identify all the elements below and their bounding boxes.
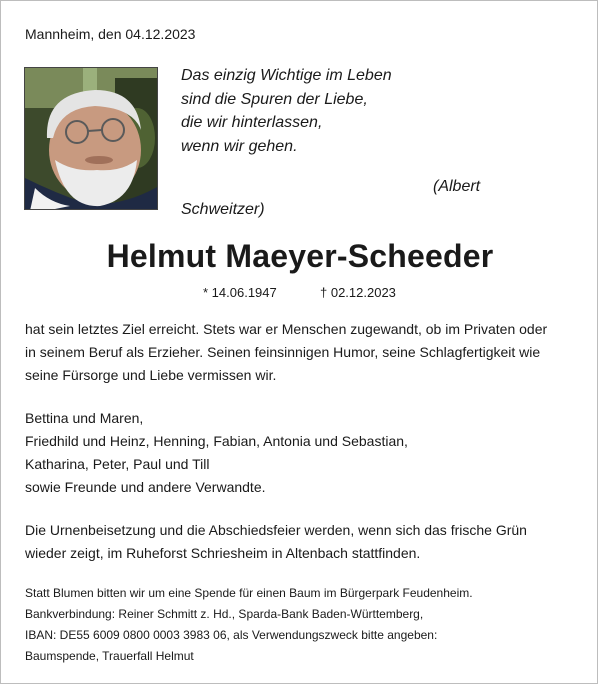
portrait-illustration — [25, 68, 158, 210]
mourner-line: sowie Freunde und andere Verwandte. — [25, 479, 266, 495]
tribute-line: in seinem Beruf als Erzieher. Seinen feinsinnigen Humor, seine Schlagfertigkeit wie — [25, 344, 541, 360]
birth-date: * 14.06.1947 — [203, 285, 277, 300]
mourner-line: Katharina, Peter, Paul und Till — [25, 456, 210, 472]
note-line: Baumspende, Trauerfall Helmut — [25, 649, 194, 663]
mourner-line: Bettina und Maren, — [25, 410, 144, 426]
quote-line: die wir hinterlassen, — [181, 114, 323, 131]
donation-note — [25, 583, 473, 667]
death-date: † 02.12.2023 — [320, 285, 396, 300]
tribute-line: seine Fürsorge und Liebe vermissen wir. — [25, 367, 277, 383]
note-line: IBAN: DE55 6009 0800 0003 3983 06, als Verwendungszweck bitte angeben: — [25, 628, 438, 642]
mourner-line: Friedhild und Heinz, Henning, Fabian, Antonia und Sebastian, — [25, 433, 408, 449]
deceased-name: Helmut Maeyer-Scheeder — [106, 238, 494, 274]
location-date: Mannheim, den 04.12.2023 — [25, 26, 196, 42]
quote-line: sind die Spuren der Liebe, — [181, 90, 368, 108]
portrait-photo — [24, 67, 158, 210]
mourners-list — [25, 407, 585, 499]
quote-author-second: Schweitzer) — [181, 201, 265, 218]
ceremony-line: Die Urnenbeisetzung und die Abschiedsfeier werden, wenn sich das frische Grün — [25, 522, 527, 538]
note-line: Statt Blumen bitten wir um eine Spende für einen Baum im Bürgerpark Feudenheim. — [25, 586, 473, 600]
ceremony-paragraph — [25, 519, 585, 565]
tribute-paragraph — [25, 318, 585, 387]
ceremony-line: wieder zeigt, im Ruheforst Schriesheim in Altenbach stattfinden. — [25, 545, 421, 561]
epigraph-quote — [181, 64, 481, 218]
note-line: Bankverbindung: Reiner Schmitt z. Hd., Sparda-Bank Baden-Württemberg, — [25, 607, 424, 621]
quote-author-first: (Albert — [433, 178, 481, 195]
tribute-line: hat sein letztes Ziel erreicht. Stets war er Menschen zugewandt, ob im Privaten oder — [25, 321, 548, 337]
quote-line: Das einzig Wichtige im Leben — [181, 67, 392, 84]
quote-line: wenn wir gehen. — [181, 137, 298, 155]
